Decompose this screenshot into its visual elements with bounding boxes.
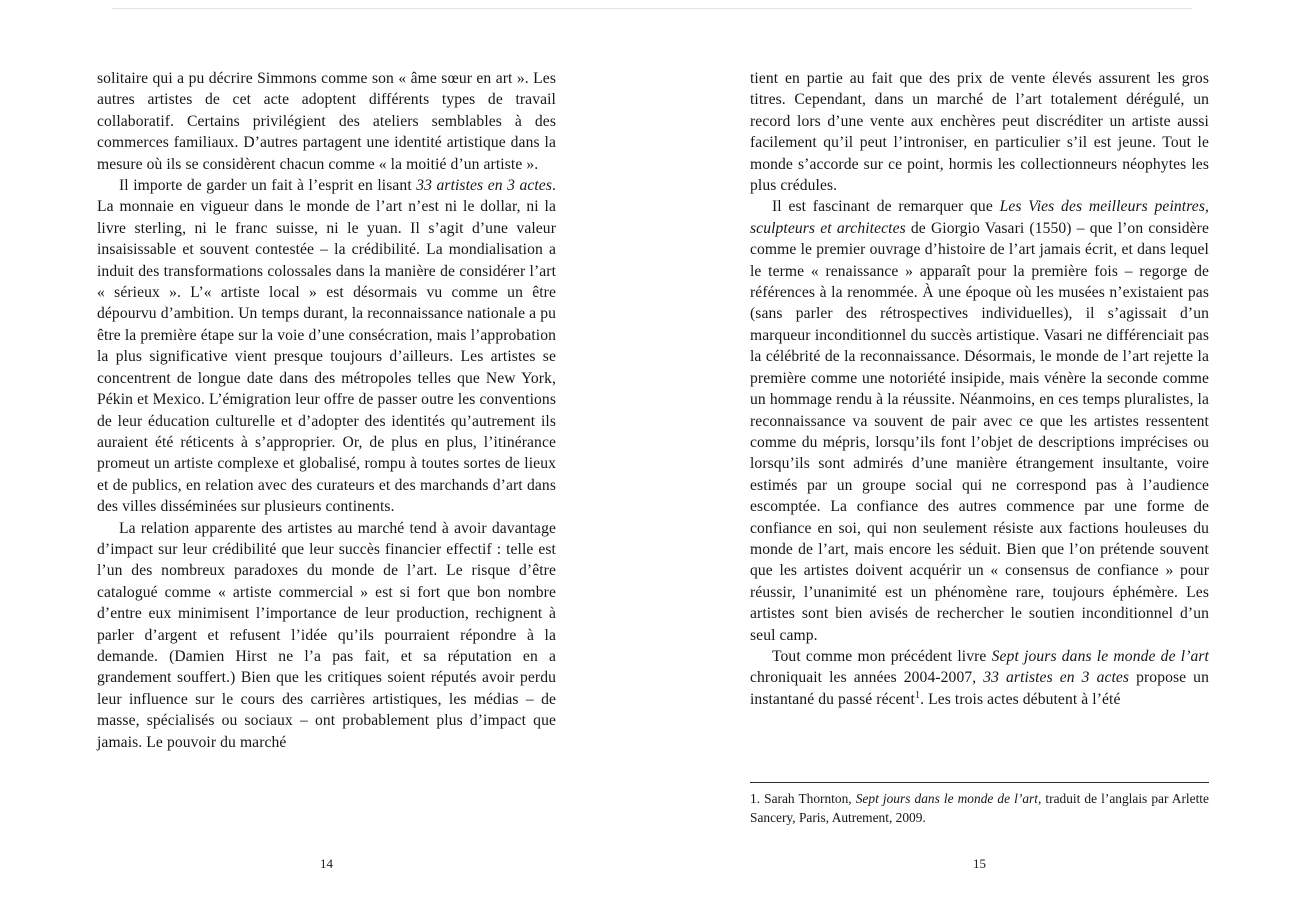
page-right xyxy=(750,68,1209,871)
text-run: chroniquait les années 2004-2007, xyxy=(750,669,984,687)
footnote-text xyxy=(750,790,1209,827)
text-run: Il est fascinant de remarquer que xyxy=(772,198,1000,216)
footnote-rule xyxy=(750,782,1209,783)
text-run: solitaire qui a pu décrire Simmons comme son « âme sœur en art ». Les autres artistes de cet acte adoptent différents types de travail collaboratif. Certains privilégient des ateliers semblables à des commerces familiaux. D’autres partagent une identité artistique dans la mesure où ils se considèrent chacun comme « la moitié d’un artiste ». xyxy=(97,70,556,173)
italic-run: Sept jours dans le monde de l’art, xyxy=(855,791,1042,806)
paragraph xyxy=(750,646,1209,710)
page-number: 14 xyxy=(320,856,333,871)
text-run: Il importe de garder un fait à l’esprit en lisant xyxy=(119,177,417,195)
scan-edge-line xyxy=(112,8,1192,9)
paragraphs xyxy=(97,68,556,753)
text-run: 1. Sarah Thornton, xyxy=(750,791,856,806)
footnote-marker: 1 xyxy=(914,689,921,701)
paragraph xyxy=(97,518,556,753)
text-run: . La monnaie en vigueur dans le monde de l’art n’est ni le dollar, ni la livre sterling, ni le franc suisse, ni le yuan. Il s’agit d’une valeur insaisissable et souvent contestée – la crédibilité. La mondialisation a induit des transformations colossales dans la manière de considérer l’art « sérieux ». L’« artiste local » est désormais vu comme un être dépourvu d’ambition. Un temps durant, la reconnaissance nationale a pu être la première étape sur la voie d’une consécration, mais l’approbation la plus significative vient presque toujours d’ailleurs. Les artistes se concentrent de longue date dans des métropoles telles que New York, Pékin et Mexico. L’émigration leur offre de passer outre les conventions de leur éducation culturelle et d’adopter des identités qu’autrement ils auraient été réticents à s’approprier. Or, de plus en plus, l’itinérance promeut un artiste complexe et globalisé, rompu à toutes sortes de lieux et de publics, en relation avec des curateurs et des marchands d’art dans des villes disséminées sur plusieurs continents. xyxy=(97,177,556,516)
text-run: Tout comme mon précédent livre xyxy=(772,647,992,665)
italic-run: 33 artistes en 3 actes xyxy=(416,177,552,195)
text-run: . Les trois actes débutent à l’été xyxy=(920,690,1121,708)
text-run: tient en partie au fait que des prix de vente élevés assurent les gros titres. Cependant, dans un marché de l’art totalement dérégulé, un record lors d’une vente aux enchères peut discréditer un artiste aussi facilement qu’il peut l’introniser, en particulier s’il est jeune. Tout le monde s’accorde sur ce point, hormis les collectionneurs néophytes les plus crédules. xyxy=(750,70,1209,195)
text-run: de Giorgio Vasari (1550) – que l’on considère comme le premier ouvrage d’histoire de l’art jamais écrit, et dans lequel le terme « renaissance » apparaît pour la première fois – regorge de références à la renommée. À une époque où les musées n’existaient pas (sans parler des rétrospectives individuelles), il s’agissait d’un marqueur inconditionnel du succès artistique. Vasari ne différenciait pas la célébrité de la reconnaissance. Désormais, le monde de l’art rejette la première comme une notoriété insipide, mais vénère la seconde comme un hommage rendu à la réussite. Néanmoins, en ces temps pluralistes, la reconnaissance va souvent de pair avec ce que les artistes ressentent comme du mépris, lorsqu’ils font l’objet de descriptions imprécises ou lorsqu’ils sont admirés d’une manière étrangement insultante, voire estimés par un groupe social qui ne correspond pas à l’audience escomptée. La confiance des autres commence par une forme de confiance en soi, qui non seulement résiste aux factions houleuses du monde de l’art, mais encore les séduit. Bien que l’on prétende souvent que les artistes doivent acquérir un « consensus de confiance » pour réussir, l’unanimité est un phénomène rare, toujours éphémère. Les artistes sont bien avisés de rechercher le soutien inconditionnel d’un seul camp. xyxy=(750,219,1209,644)
text-run: La relation apparente des artistes au marché tend à avoir davantage d’impact sur leur crédibilité que leur succès financier effectif : telle est l’un des nombreux paradoxes du monde de l’art. Le risque d’être catalogué comme « artiste commercial » est si fort que bon nombre d’entre eux minimisent l’importance de leur production, rechignent à parler d’argent et refusent l’idée qu’ils pourraient répondre à la demande. (Damien Hirst ne l’a pas fait, et sa réputation en a grandement souffert.) Bien que les critiques soient réputés avoir perdu leur influence sur le cours des carrières artistiques, les médias – de masse, spécialisés ou sociaux – ont probablement plus d’impact que jamais. Le pouvoir du marché xyxy=(97,519,556,751)
text-run: traduit de l’anglais par Arlette Sancery, Paris, Autrement, 2009. xyxy=(750,791,1209,825)
text-run: propose un instantané du passé récent xyxy=(750,669,1209,708)
footnote xyxy=(750,782,1209,827)
page-left xyxy=(97,68,556,871)
paragraph xyxy=(97,68,556,175)
page-number: 15 xyxy=(973,856,986,871)
italic-run: 33 artistes en 3 actes xyxy=(983,669,1130,687)
paragraph xyxy=(750,68,1209,196)
paragraph xyxy=(750,196,1209,646)
italic-run: Les Vies des meilleurs peintres, sculpteurs et architectes xyxy=(750,198,1209,237)
paragraphs xyxy=(750,68,1209,710)
paragraph xyxy=(97,175,556,518)
italic-run: Sept jours dans le monde de l’art xyxy=(991,647,1209,665)
